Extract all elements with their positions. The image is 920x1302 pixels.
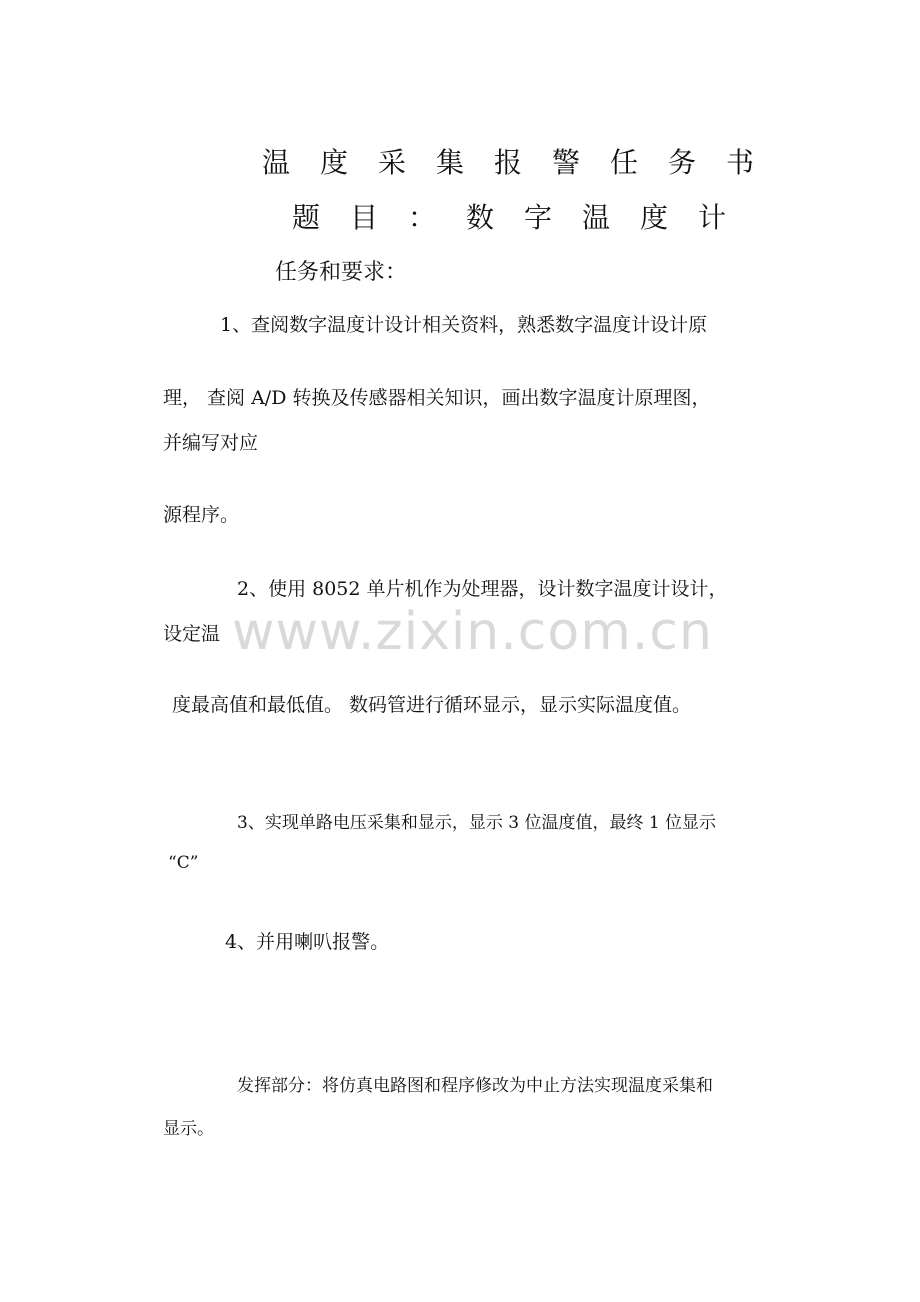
item1-line1: 1、查阅数字温度计设计相关资料，熟悉数字温度计设计原 — [220, 314, 708, 336]
item1-line2: 理， 查阅 A/D 转换及传感器相关知识，画出数字温度计原理图， — [163, 387, 711, 409]
item2-line3: 度最高值和最低值。 数码管进行循环显示，显示实际温度值。 — [172, 694, 692, 716]
section-heading: 任务和要求： — [275, 260, 408, 285]
item3-line2: “C” — [168, 853, 199, 873]
subject-line: 题目：数字温度计 — [292, 201, 757, 234]
item2-line1: 2、使用 8052 单片机作为处理器，设计数字温度计设计， — [237, 578, 728, 600]
item3-line1: 3、实现单路电压采集和显示，显示 3 位温度值，最终 1 位显示 — [237, 813, 717, 833]
item1-line3: 并编写对应 — [163, 432, 259, 454]
item1-line4: 源程序。 — [163, 504, 240, 526]
extension-line1: 发挥部分：将仿真电路图和程序修改为中止方法实现温度采集和 — [237, 1076, 713, 1096]
document-title: 温度采集报警任务书 — [262, 146, 785, 179]
item2-line2: 设定温 — [163, 623, 221, 645]
extension-line2: 显示。 — [163, 1119, 214, 1139]
watermark: www.zixin.com.cn — [232, 602, 713, 662]
item4-line1: 4、并用喇叭报警。 — [225, 931, 390, 953]
